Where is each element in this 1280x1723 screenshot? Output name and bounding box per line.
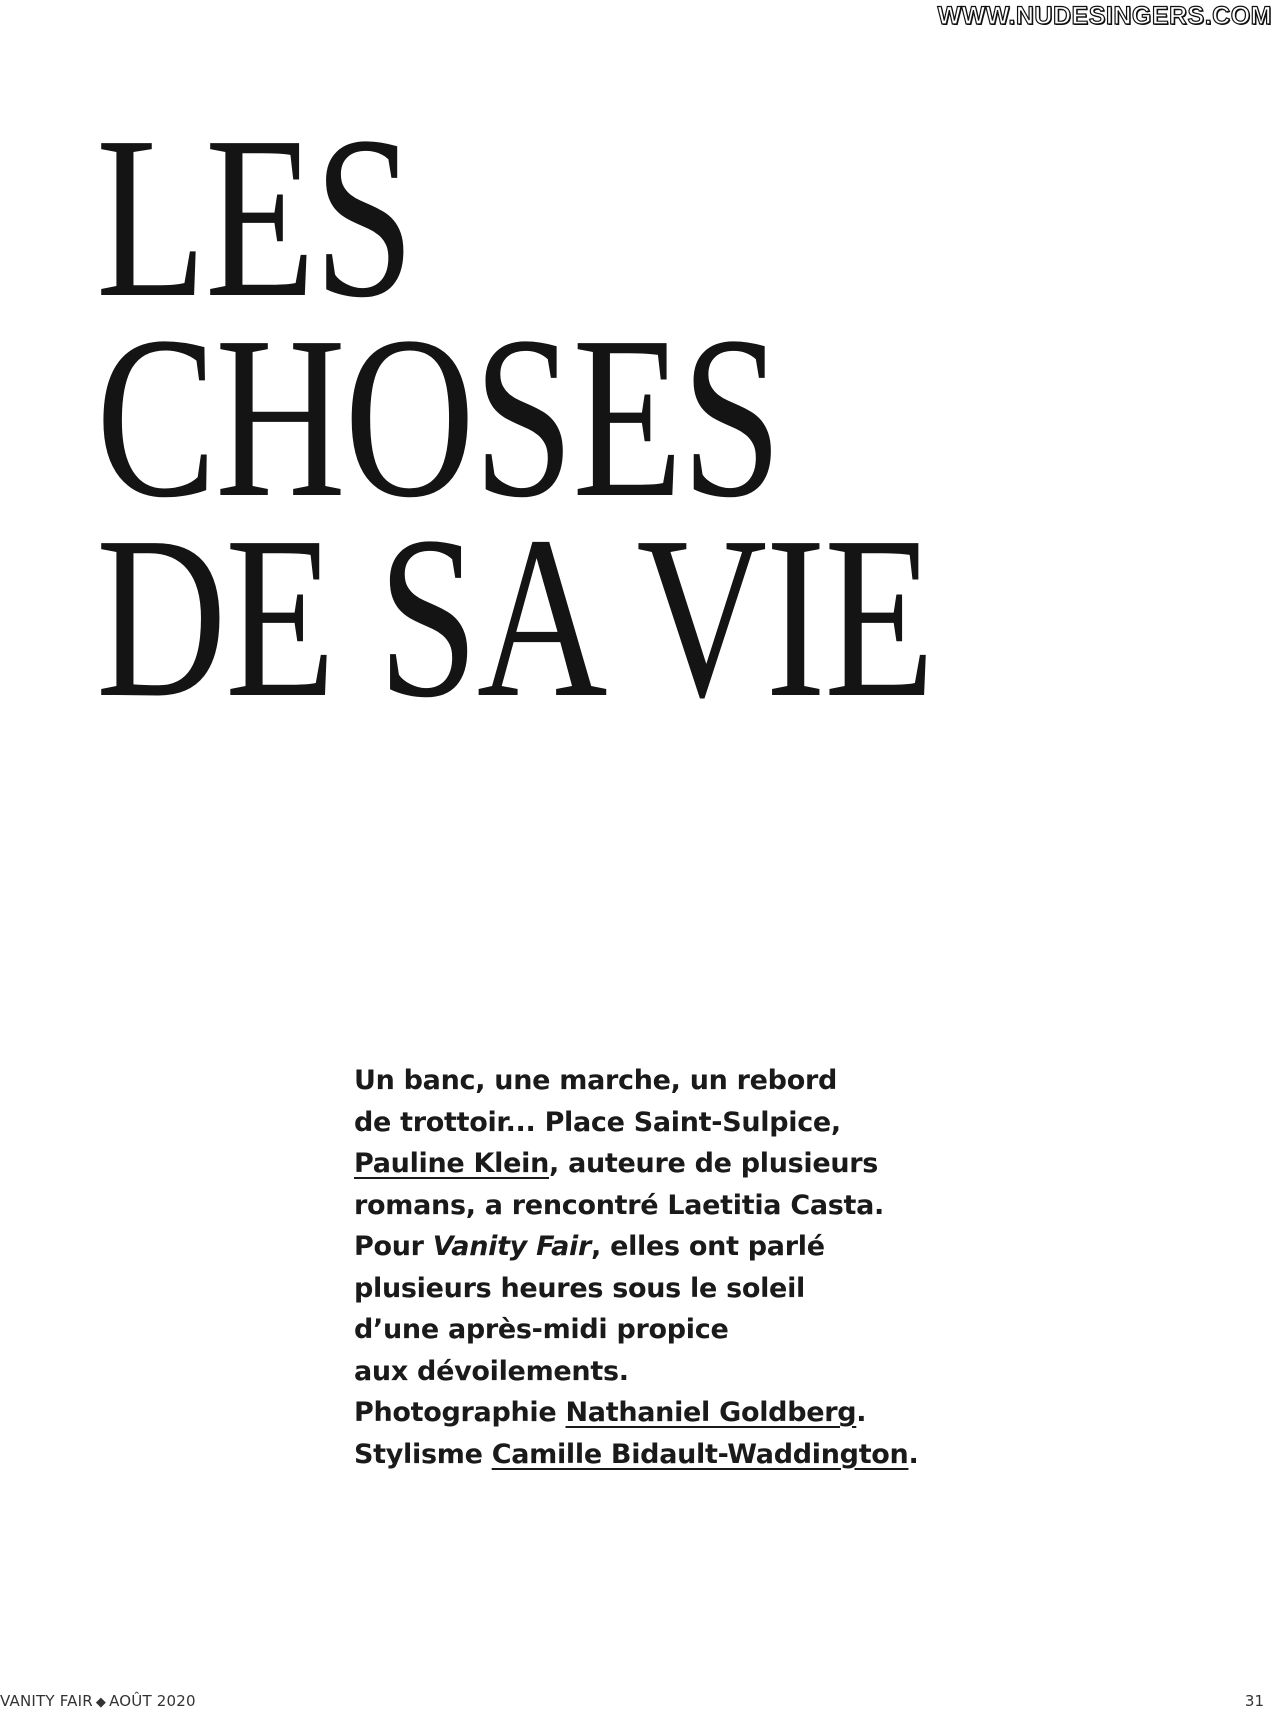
intro-line: aux dévoilements. — [354, 1355, 629, 1387]
page-number: 31 — [1244, 1692, 1264, 1710]
footer-magazine: VANITY FAIR — [0, 1692, 93, 1710]
footer-issue: AOÛT 2020 — [109, 1692, 196, 1710]
stylist-name: Camille Bidault-Waddington — [491, 1438, 909, 1470]
diamond-icon: ◆ — [95, 1695, 107, 1710]
headline-line-2: CHOSES — [96, 289, 781, 546]
intro-line: d’une après-midi propice — [354, 1314, 729, 1345]
magazine-name: Vanity Fair — [432, 1231, 592, 1262]
headline-line-1: LES — [96, 89, 414, 346]
intro-text: Stylisme — [354, 1438, 492, 1470]
intro-text: , auteure de plusieurs — [549, 1148, 879, 1179]
intro-line: romans, a rencontré Laetitia Casta. — [354, 1189, 885, 1221]
article-headline — [96, 89, 1169, 746]
intro-line — [354, 1392, 994, 1434]
photographer-name: Nathaniel Goldberg — [565, 1397, 857, 1428]
intro-line: de trottoir... Place Saint-Sulpice, — [354, 1106, 841, 1138]
page-footer-credit — [0, 1692, 196, 1710]
article-intro — [354, 1060, 994, 1475]
watermark-text: WWW.NUDESINGERS.COM — [937, 2, 1272, 30]
intro-text: . — [856, 1397, 867, 1428]
intro-line: plusieurs heures sous le soleil — [354, 1272, 805, 1304]
intro-text: Photographie — [354, 1397, 566, 1428]
intro-text: Pour — [354, 1231, 433, 1262]
intro-line — [354, 1143, 994, 1185]
intro-text: . — [908, 1438, 919, 1470]
headline-line-3: DE SA VIE — [96, 489, 934, 746]
intro-line: Un banc, une marche, un rebord — [354, 1065, 837, 1096]
intro-line — [354, 1434, 994, 1476]
intro-line — [354, 1226, 994, 1268]
author-name: Pauline Klein — [354, 1148, 550, 1179]
intro-text: , elles ont parlé — [591, 1231, 825, 1262]
